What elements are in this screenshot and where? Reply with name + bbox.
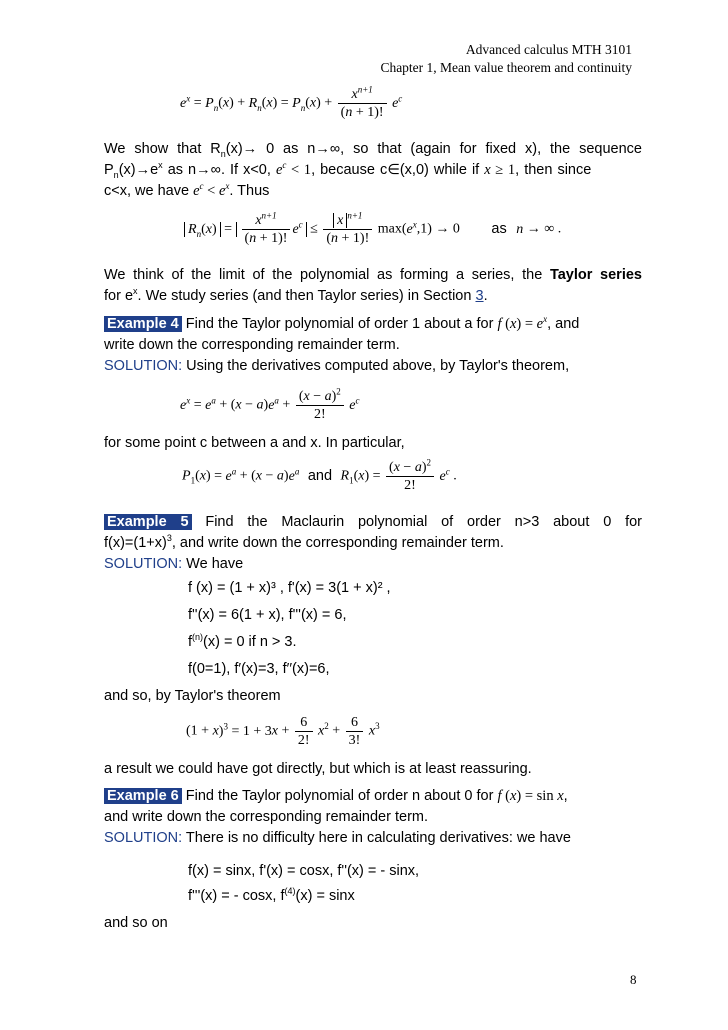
example-4-badge: Example 4 xyxy=(104,316,182,332)
equation-ex4-taylor: $e^x = e^a + (x - a)e^a$ + $\frac{(x - a)^2}{2!}$ $e^c$ xyxy=(180,386,360,422)
ex6-line-1: f(x) = sinx, f'(x) = cosx, f''(x) = - sinx, xyxy=(188,863,420,879)
example-6: Example 6 Find the Taylor polynomial of order n about 0 for f (x) = sin x, and write down the corresponding remainder term. SOLUTION: There is no difficulty here in calculating derivatives: we have xyxy=(104,788,571,846)
ex5-taylor-intro: and so, by Taylor's theorem xyxy=(104,688,281,704)
paragraph-taylor-series: We think of the limit of the polynomial as forming a series, the Taylor series for $e^x$. We study series (and then Taylor series) in Section 3. xyxy=(104,267,642,304)
example-6-badge: Example 6 xyxy=(104,788,182,804)
equation-remainder-bound: $R_n(x)$ = $\frac{x^{n+1}}{(n + 1)!}$ $e^c$ ≤ $\frac{x ^{n+1}}{(n + 1)!}$ $\max(e^x,1) \to 0$ as n → ∞ . xyxy=(184,212,561,247)
page-number: 8 xyxy=(630,972,637,987)
header-chapter: Chapter 1, Mean value theorem and continuity xyxy=(380,60,632,75)
ex5-line-4: f(0=1), f′(x)=3, f′′(x)=6, xyxy=(188,661,330,677)
ex6-end: and so on xyxy=(104,915,168,931)
equation-ex5-expansion: $(1 + x)^3 = 1 + 3x$ + $\frac{6}{2!}$ $x^2$ + $\frac{6}{3!}$ $x^3$ xyxy=(186,715,380,748)
equation-taylor-exp: $e^x = P_n(x) + R_n(x) = P_n(x)$ + $\frac{x^{n+1}}{(n + 1)!}$ $e^c$ xyxy=(180,84,403,120)
ex5-line-1: f (x) = (1 + x)³ , f'(x) = 3(1 + x)² , xyxy=(188,580,391,596)
ex6-line-2: f'''(x) = - cosx, $f^{(4)}(x) = \sin x$ xyxy=(188,886,355,904)
header-course: Advanced calculus MTH 3101 xyxy=(465,42,632,57)
section-link[interactable]: 3 xyxy=(475,288,484,304)
example-5: Example 5 Find the Maclaurin polynomial of order n>3 about 0 for $f(x)=(1+x)^3$, and write down the corresponding remainder term. SOLUTION: We have xyxy=(104,514,642,572)
ex5-line-2: f''(x) = 6(1 + x), f'''(x) = 6, xyxy=(188,607,347,623)
equation-ex4-p1-r1: $P_1(x) = e^a + (x - a)e^a$ and $R_1(x)$ = $\frac{(x - a)^2}{2!}$ $e^c$ . xyxy=(182,457,457,493)
ex5-result: a result we could have got directly, but which is at least reassuring. xyxy=(104,761,532,777)
solution-label: SOLUTION: xyxy=(104,358,183,374)
solution-label: SOLUTION: xyxy=(104,830,183,846)
paragraph-remainder-limit: We show that $R_n(x)\to 0$ as n→∞, so that (again for fixed x), the sequence $P_n(x)\to e^x$ as n→∞. If x<0, $e^c < 1$, because c∈(x,0) while if x ≥ 1, then since c<x, we have $e^c < e^x$. Thus xyxy=(104,141,642,199)
ex4-for-some-point: for some point c between a and x. In particular, xyxy=(104,435,405,451)
solution-label: SOLUTION: xyxy=(104,556,183,572)
example-4: Example 4 Find the Taylor polynomial of order 1 about a for f $(x) = e^x$, and write down the corresponding remainder term. SOLUTION: Using the derivatives computed above, by Taylor's theorem, xyxy=(104,314,580,374)
ex5-line-3: $f^{(n)}(x) = 0$ if n > 3. xyxy=(188,632,297,650)
example-5-badge: Example 5 xyxy=(104,514,192,530)
